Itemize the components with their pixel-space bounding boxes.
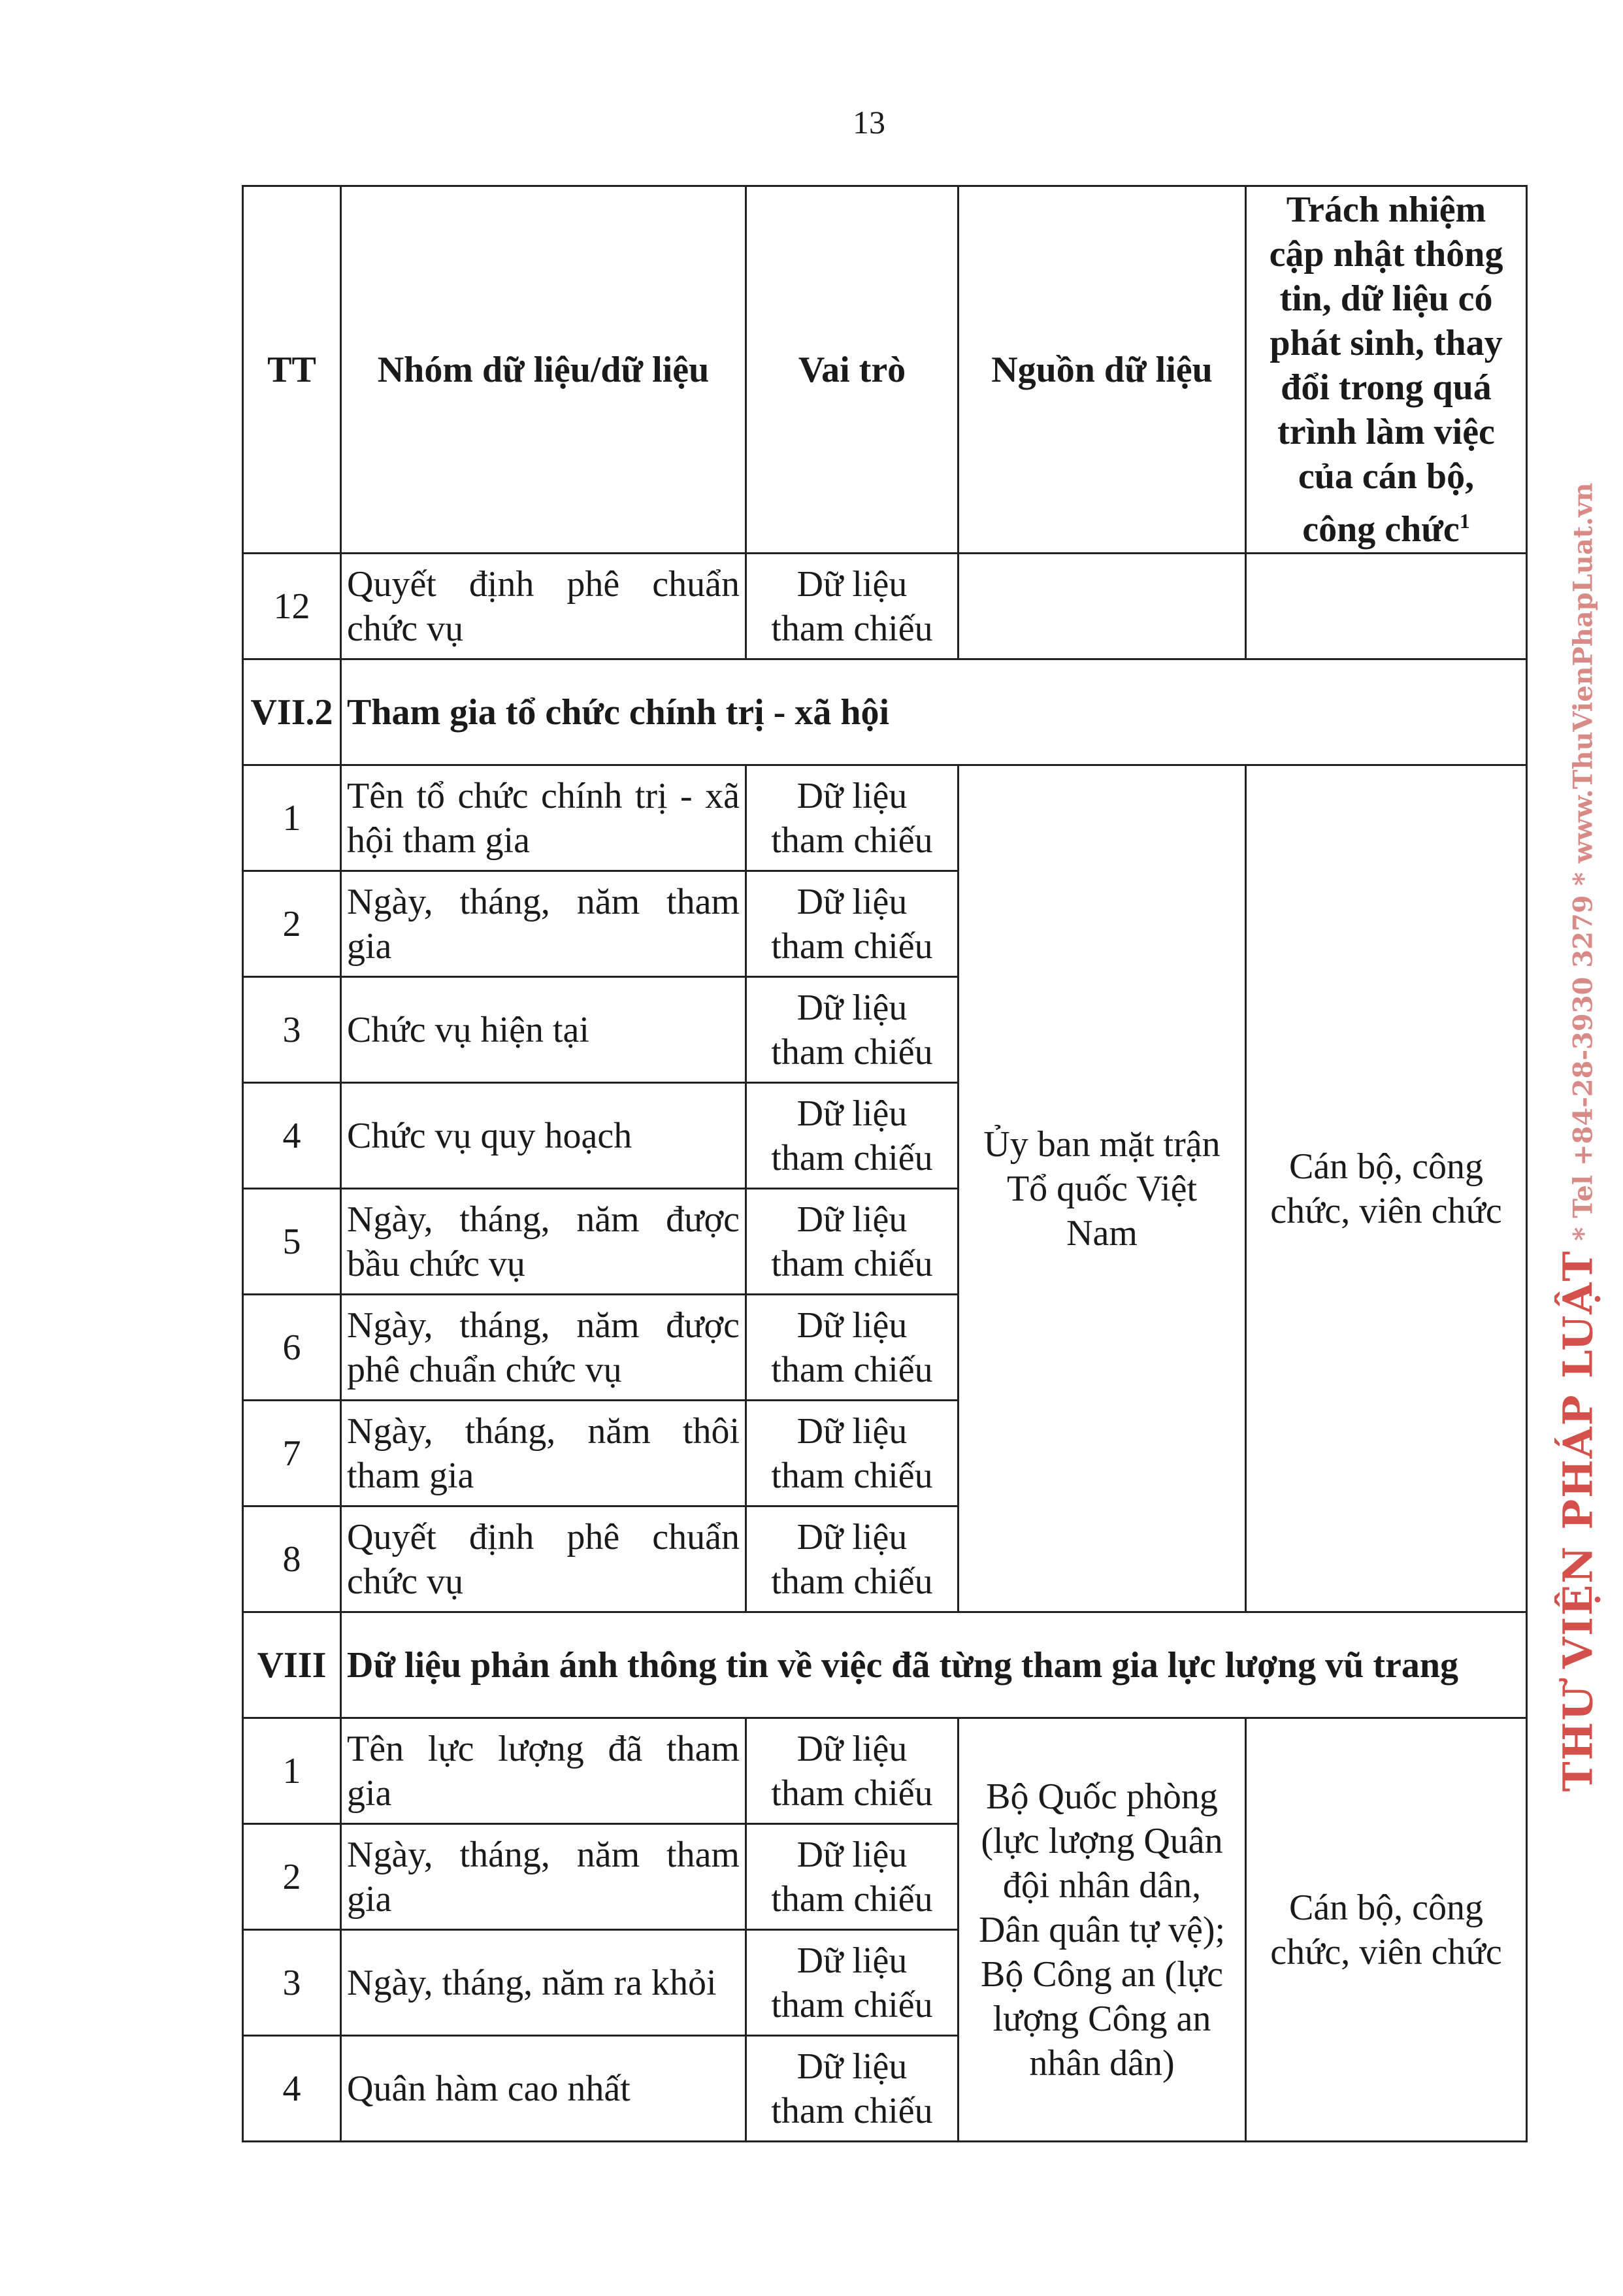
row-number: 1 bbox=[243, 765, 341, 871]
row-item-line: bầu chức vụ bbox=[347, 1243, 525, 1284]
section-responsibility-line: chức, viên chức bbox=[1270, 1931, 1502, 1972]
row-role-line: tham chiếu bbox=[771, 1878, 933, 1920]
row-role-line: Dữ liệu bbox=[796, 1305, 908, 1346]
row-role bbox=[746, 1506, 959, 1612]
watermark-contact: * Tel +84-28-3930 3279 * www.ThuVienPhapLuat.vn bbox=[1567, 482, 1599, 1250]
row-role-line: Dữ liệu bbox=[796, 563, 908, 605]
row-item-line: Quyết định phê chuẩn bbox=[347, 563, 740, 605]
row-role-line: Dữ liệu bbox=[796, 1199, 908, 1240]
row-item-line: Tên lực lượng đã tham bbox=[347, 1728, 740, 1769]
section-source-line: Tổ quốc Việt bbox=[1006, 1168, 1198, 1209]
section-responsibility-line: chức, viên chức bbox=[1270, 1190, 1502, 1231]
row-item-line: Chức vụ quy hoạch bbox=[347, 1115, 632, 1156]
section-source bbox=[959, 1718, 1246, 2142]
row-role-line: Dữ liệu bbox=[796, 1410, 908, 1452]
header-responsibility-line: đổi trong quá bbox=[1281, 367, 1492, 408]
section-responsibility bbox=[1246, 1718, 1527, 2142]
row-role-line: Dữ liệu bbox=[796, 1093, 908, 1134]
row-number: 5 bbox=[243, 1189, 341, 1295]
header-responsibility-text bbox=[1252, 188, 1520, 550]
row-item bbox=[341, 1189, 746, 1295]
row-role-line: tham chiếu bbox=[771, 1561, 933, 1602]
page-number: 13 bbox=[853, 104, 885, 141]
row-number: 7 bbox=[243, 1401, 341, 1506]
section-source-line: đội nhân dân, bbox=[1002, 1865, 1202, 1906]
row-item-line: tham gia bbox=[347, 1455, 474, 1496]
row-item bbox=[341, 1506, 746, 1612]
row-role-line: tham chiếu bbox=[771, 820, 933, 861]
row-item bbox=[341, 554, 746, 659]
row-role bbox=[746, 1295, 959, 1401]
row-role bbox=[746, 1401, 959, 1506]
section-code: VIII bbox=[243, 1612, 341, 1718]
row-item bbox=[341, 1083, 746, 1189]
section-source-line: (lực lượng Quân bbox=[981, 1820, 1223, 1861]
row-role-line: Dữ liệu bbox=[796, 1728, 908, 1769]
row-item-line: Ngày, tháng, năm tham bbox=[347, 1834, 740, 1875]
row-role-line: tham chiếu bbox=[771, 1984, 933, 2025]
row-role bbox=[746, 871, 959, 977]
header-responsibility-line: Trách nhiệm bbox=[1286, 190, 1486, 231]
table-row bbox=[243, 765, 1527, 871]
row-item-line: Ngày, tháng, năm được bbox=[347, 1305, 740, 1346]
row-role bbox=[746, 1718, 959, 1824]
row-number: 1 bbox=[243, 1718, 341, 1824]
row-item-line: chức vụ bbox=[347, 608, 464, 649]
watermark-brand: THƯ VIỆN PHÁP LUẬT bbox=[1554, 1250, 1602, 1792]
row-number: 3 bbox=[243, 977, 341, 1083]
section-row bbox=[243, 1612, 1527, 1718]
row-role-line: tham chiếu bbox=[771, 608, 933, 649]
row-role-line: tham chiếu bbox=[771, 1455, 933, 1496]
row-item-line: gia bbox=[347, 925, 392, 967]
section-code: VII.2 bbox=[243, 659, 341, 765]
row-role bbox=[746, 765, 959, 871]
row-role bbox=[746, 2036, 959, 2142]
row-item-line: Quân hàm cao nhất bbox=[347, 2068, 631, 2109]
table-row bbox=[243, 554, 1527, 659]
row-role-line: tham chiếu bbox=[771, 1243, 933, 1284]
row-item bbox=[341, 871, 746, 977]
section-source-line: Ủy ban mặt trận bbox=[983, 1123, 1221, 1165]
row-role-line: tham chiếu bbox=[771, 1031, 933, 1073]
row-role bbox=[746, 1083, 959, 1189]
section-source-line: Dân quân tự vệ); bbox=[978, 1909, 1226, 1950]
row-item-line: Quyết định phê chuẩn bbox=[347, 1516, 740, 1557]
row-item bbox=[341, 765, 746, 871]
section-source-line: Nam bbox=[1066, 1212, 1138, 1254]
row-item-line: gia bbox=[347, 1878, 392, 1920]
data-table bbox=[242, 185, 1528, 2142]
section-row bbox=[243, 659, 1527, 765]
row-item-line: gia bbox=[347, 1772, 392, 1814]
table-header-row bbox=[243, 186, 1527, 554]
row-role-line: tham chiếu bbox=[771, 1772, 933, 1814]
section-title: Tham gia tổ chức chính trị - xã hội bbox=[341, 659, 1527, 765]
section-source bbox=[959, 765, 1246, 1612]
row-item bbox=[341, 2036, 746, 2142]
row-number: 4 bbox=[243, 2036, 341, 2142]
watermark bbox=[1554, 482, 1602, 1791]
header-tt: TT bbox=[243, 186, 341, 554]
row-role-line: Dữ liệu bbox=[796, 2046, 908, 2087]
row-role bbox=[746, 1824, 959, 1930]
row-item bbox=[341, 1718, 746, 1824]
row-number: 8 bbox=[243, 1506, 341, 1612]
footnote-marker: 1 bbox=[1459, 509, 1470, 533]
section-source-line: nhân dân) bbox=[1029, 2042, 1175, 2084]
header-role: Vai trò bbox=[746, 186, 959, 554]
row-item bbox=[341, 1401, 746, 1506]
row-item-line: Ngày, tháng, năm được bbox=[347, 1199, 740, 1240]
row-item-line: Chức vụ hiện tại bbox=[347, 1009, 589, 1050]
row-item bbox=[341, 1930, 746, 2036]
section-source-line: lượng Công an bbox=[992, 1998, 1211, 2039]
row-item bbox=[341, 1295, 746, 1401]
row-number: 2 bbox=[243, 871, 341, 977]
header-responsibility-line: trình làm việc bbox=[1277, 412, 1495, 453]
row-role bbox=[746, 1930, 959, 2036]
row-role bbox=[746, 554, 959, 659]
row-item-line: Tên tổ chức chính trị - xã bbox=[347, 775, 740, 816]
section-source-line: Bộ Quốc phòng bbox=[986, 1776, 1218, 1817]
header-responsibility-line: công chức bbox=[1302, 508, 1460, 550]
row-item bbox=[341, 977, 746, 1083]
row-item bbox=[341, 1824, 746, 1930]
row-responsibility bbox=[1246, 554, 1527, 659]
header-responsibility-line: cập nhật thông bbox=[1269, 234, 1503, 275]
row-role-line: Dữ liệu bbox=[796, 1516, 908, 1557]
row-role-line: tham chiếu bbox=[771, 1137, 933, 1178]
section-source-line: Bộ Công an (lực bbox=[981, 1954, 1223, 1995]
row-role-line: Dữ liệu bbox=[796, 1834, 908, 1875]
row-role-line: tham chiếu bbox=[771, 2090, 933, 2131]
header-source: Nguồn dữ liệu bbox=[959, 186, 1246, 554]
row-item-line: Ngày, tháng, năm thôi bbox=[347, 1410, 740, 1452]
section-responsibility bbox=[1246, 765, 1527, 1612]
section-title: Dữ liệu phản ánh thông tin về việc đã từng tham gia lực lượng vũ trang bbox=[341, 1612, 1527, 1718]
header-responsibility bbox=[1246, 186, 1527, 554]
row-role bbox=[746, 1189, 959, 1295]
row-item-line: Ngày, tháng, năm tham bbox=[347, 881, 740, 922]
row-role-line: tham chiếu bbox=[771, 1349, 933, 1390]
row-number: 12 bbox=[243, 554, 341, 659]
row-item-line: hội tham gia bbox=[347, 820, 530, 861]
row-role bbox=[746, 977, 959, 1083]
header-responsibility-line: tin, dữ liệu có bbox=[1279, 278, 1493, 320]
row-item-line: phê chuẩn chức vụ bbox=[347, 1349, 622, 1390]
section-responsibility-line: Cán bộ, công bbox=[1288, 1146, 1484, 1187]
row-number: 2 bbox=[243, 1824, 341, 1930]
header-responsibility-line: của cán bộ, bbox=[1298, 456, 1475, 497]
row-role-line: tham chiếu bbox=[771, 925, 933, 967]
row-role-line: Dữ liệu bbox=[796, 987, 908, 1028]
row-role-line: Dữ liệu bbox=[796, 1940, 908, 1981]
row-number: 4 bbox=[243, 1083, 341, 1189]
row-item-line: Ngày, tháng, năm ra khỏi bbox=[347, 1962, 717, 2003]
section-responsibility-line: Cán bộ, công bbox=[1288, 1887, 1484, 1928]
row-number: 6 bbox=[243, 1295, 341, 1401]
header-responsibility-line: phát sinh, thay bbox=[1270, 323, 1503, 364]
table-row bbox=[243, 1718, 1527, 1824]
row-item-line: chức vụ bbox=[347, 1561, 464, 1602]
row-role-line: Dữ liệu bbox=[796, 881, 908, 922]
header-group: Nhóm dữ liệu/dữ liệu bbox=[341, 186, 746, 554]
row-role-line: Dữ liệu bbox=[796, 775, 908, 816]
row-source bbox=[959, 554, 1246, 659]
row-number: 3 bbox=[243, 1930, 341, 2036]
